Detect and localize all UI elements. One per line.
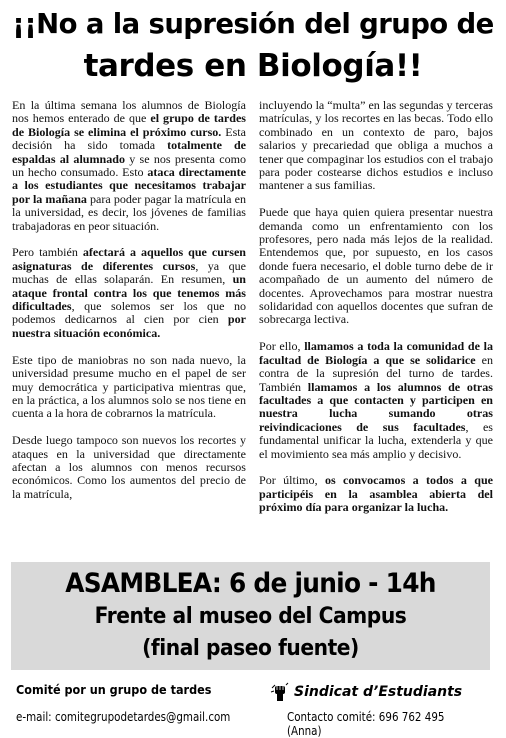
right-paragraph-1: incluyendo la “multa” en las segundas y terceras matrículas, y los recortes en las becas. Todo ello combinado en un contexto de paro, bajos salarios y precariedad que obliga a muchos a tener que compaginar los estudios con el trabajo para poder costearse dichos estudios e incluso mantener a sus familias. xyxy=(259,98,493,193)
banner-location-detail: (final paseo fuente) xyxy=(142,636,359,661)
banner-location: Frente al museo del Campus xyxy=(94,604,407,629)
sindicat-name: Sindicat d’Estudiants xyxy=(294,684,463,700)
email-text: e-mail: comitegrupodetardes@gmail.com xyxy=(16,710,231,724)
banner-date: ASAMBLEA: 6 de junio - 14h xyxy=(65,568,436,599)
right-paragraph-2: Puede que haya quien quiera presentar nuestra demanda como un enfrentamiento con los profesores, pero nada más lejos de la realidad. Entendemos que, por supuesto, en los casos donde fuera necesario, el doble turno debe de ir acompañado de un aumento del número de docentes. Aprovechamos para mostrar nuestra solidaridad con aquellos docentes que sufran de sobrecarga lectiva. xyxy=(259,205,493,327)
left-paragraph-1: En la última semana los alumnos de Biología nos hemos enterado de que el grupo de tardes de Biología se elimina el próximo curso. Esta decisión ha sido tomada totalmente de espaldas al alumnado y se nos presenta como un hecho consumado. Esto ataca directamente a los estudiantes que necesitamos trabajar por la mañana para poder pagar la matrícula en la universidad, es decir, los jóvenes de familias trabajadoras en peor situación. xyxy=(12,98,247,233)
assembly-banner xyxy=(11,562,490,670)
raised-fist-icon xyxy=(270,682,290,702)
right-paragraph-4: Por último, os convocamos a todos a que participéis en la asamblea abierta del próximo día para organizar la lucha. xyxy=(259,473,493,515)
right-column xyxy=(259,99,493,528)
left-paragraph-4: Desde luego tampoco son nuevos los recortes y ataques en la universidad que directamente afectan a los alumnos con menos recursos económicos. Como los aumentos del precio de la matrícula, xyxy=(12,433,246,501)
sindicat-logo xyxy=(270,682,462,702)
title-line-1: ¡¡No a la supresión del grupo de xyxy=(12,8,494,40)
left-paragraph-2: Pero también afectará a aquellos que cursen asignaturas de diferentes cursos, ya que muchas de ellas solaparán. En resumen, un ataque frontal contra los que tenemos más dificultades, que solemos ser los que no podemos dedicarnos al cien por cien por nuestra situación económica. xyxy=(12,245,246,340)
title-line-2: tardes en Biología!! xyxy=(83,48,423,84)
left-paragraph-3: Este tipo de maniobras no son nada nuevo, la universidad presume mucho en el papel de ser muy democrática y participativa mientras que, en la práctica, a los alumnos solo se nos tiene en cuenta a la hora de cobrarnos la matrícula. xyxy=(12,352,246,421)
left-column xyxy=(12,99,246,515)
contact-text: Contacto comité: 696 762 495 (Anna) xyxy=(287,710,445,738)
comite-label: Comité por un grupo de tardes xyxy=(16,682,212,697)
right-paragraph-3: Por ello, llamamos a toda la comunidad de la facultad de Biología a que se solidarice en contra de la supresión del turno de tardes. También llamamos a los alumnos de otras facultades a que contacten y participen en nuestra lucha sumando otras reivindicaciones de sus facultades, es fundamental unificar la lucha, extenderla y que el movimiento sea más amplio y decisivo. xyxy=(259,339,493,461)
